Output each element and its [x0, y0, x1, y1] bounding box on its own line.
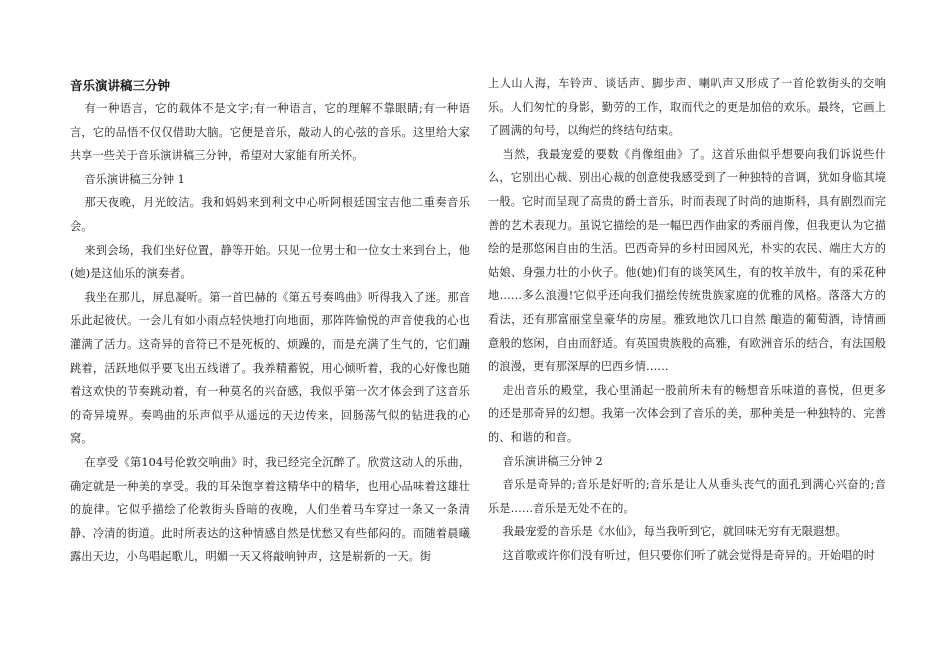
paragraph: 我最宠爱的音乐是《水仙》，每当我听到它，就回味无穷有无限遐想。 — [502, 525, 847, 539]
paragraph: 在享受《第104号伦敦交响曲》时，我已经完全沉醉了。欣赏这动人的乐曲，确定就是一种美的享受。我的耳朵饱享着这精华中的精华，也用心品味着这雄壮的旋律。它似乎描绘了伦敦街头昏暗的夜晚，人们坐着马车穿过一条又一条清静、冷清的街道。此时所表达的这种情感自然是忧愁又有些郁闷的。而随着晨曦露出天边，小鸟唱起歌儿，明媚一天又将敲响钟声，这是崭新的一天。街 — [70, 455, 470, 564]
paragraph-continued: 上人山人海，车铃声、谈话声、脚步声、喇叭声又形成了一首伦敦街头的交响乐。人们匆忙的身影，勤劳的工作，取而代之的更是加倍的欢乐。最终，它画上了圆满的句号，以绚烂的终结句结束。 — [488, 77, 886, 138]
paragraph: 这首歌或许你们没有听过，但只要你们听了就会觉得是奇异的。开始唱的时 — [502, 548, 876, 562]
right-column — [488, 72, 886, 567]
paragraph: 走出音乐的殿堂，我心里涌起一股前所未有的畅想音乐味道的喜悦，但更多的还是那奇异的幻想。我第一次体会到了音乐的美，那种美是一种独特的、完善的、和谐的和音。 — [488, 383, 886, 444]
section-heading-2: 音乐演讲稿三分钟 2 — [502, 454, 603, 468]
paragraph: 那天夜晚，月光皎洁。我和妈妈来到利文中心听阿根廷国宝吉他二重奏音乐会。 — [70, 196, 470, 233]
paragraph: 音乐是奇异的;音乐是好听的;音乐是让人从垂头丧气的面孔到满心兴奋的;音乐是……音乐是无处不在的。 — [488, 478, 886, 515]
left-column — [70, 76, 470, 569]
section-heading-1: 音乐演讲稿三分钟 1 — [84, 172, 185, 186]
paragraph: 来到会场，我们坐好位置，静等开始。只见一位男士和一位女士来到台上，他(她)是这仙乐的演奏者。 — [70, 243, 470, 281]
paragraph: 我坐在那儿，屏息凝听。第一首巴赫的《第五号奏鸣曲》听得我入了迷。那音乐此起彼伏。一会儿有如小雨点轻快地打向地面，那阵阵愉悦的声音使我的心也灌满了活力。这奇异的音符已不是死板的、烦躁的，而是充满了生气的，它们蹦跳着，活跃地似乎要飞出五线谱了。我养精蓄锐，用心倾听着，我的心好像也随着这欢快的节奏跳动着，有一种莫名的兴奋感，我似乎第一次才体会到了这音乐的奇异境界。奏鸣曲的乐声似乎从遥远的天边传来，回肠荡气似的钻进我的心窝。 — [70, 290, 470, 446]
document-title: 音乐演讲稿三分钟 — [70, 78, 171, 93]
intro-paragraph: 有一种语言，它的载体不是文字;有一种语言，它的理解不靠眼睛;有一种语言，它的品悟不仅仅借助大脑。它便是音乐，敲动人的心弦的音乐。这里给大家共享一些关于音乐演讲稿三分钟，希望对大家能有所关怀。 — [70, 102, 470, 163]
paragraph: 当然，我最宠爱的要数《肖像组曲》了。这首乐曲似乎想要向我们诉说些什么，它别出心裁、别出心裁的创意使我感受到了一种独特的音调，犹如身临其境一般。它时而呈现了高贵的爵士音乐，时而表现了时尚的迪斯科，具有剧烈而完善的艺术表现力。虽说它描绘的是一幅巴西作曲家的秀丽肖像，但我更认为它描绘的是那悠闲自由的生活。巴西奇异的乡村田园风光，朴实的农民、端庄大方的姑娘、身强力壮的小伙子。他(她)们有的谈笑风生，有的牧羊放牛，有的采花种地……多么浪漫!它似乎还向我们描绘传统贵族家庭的优雅的风格。落落大方的看法，还有那富丽堂皇豪华的房屋。雅致地饮几口自然 酿造的葡萄酒，诗情画意般的悠闲，自由而舒适。有英国贵族般的高雅，有欧洲音乐的结合，有法国般的浪漫，更有那深厚的巴西乡情…… — [488, 147, 886, 374]
